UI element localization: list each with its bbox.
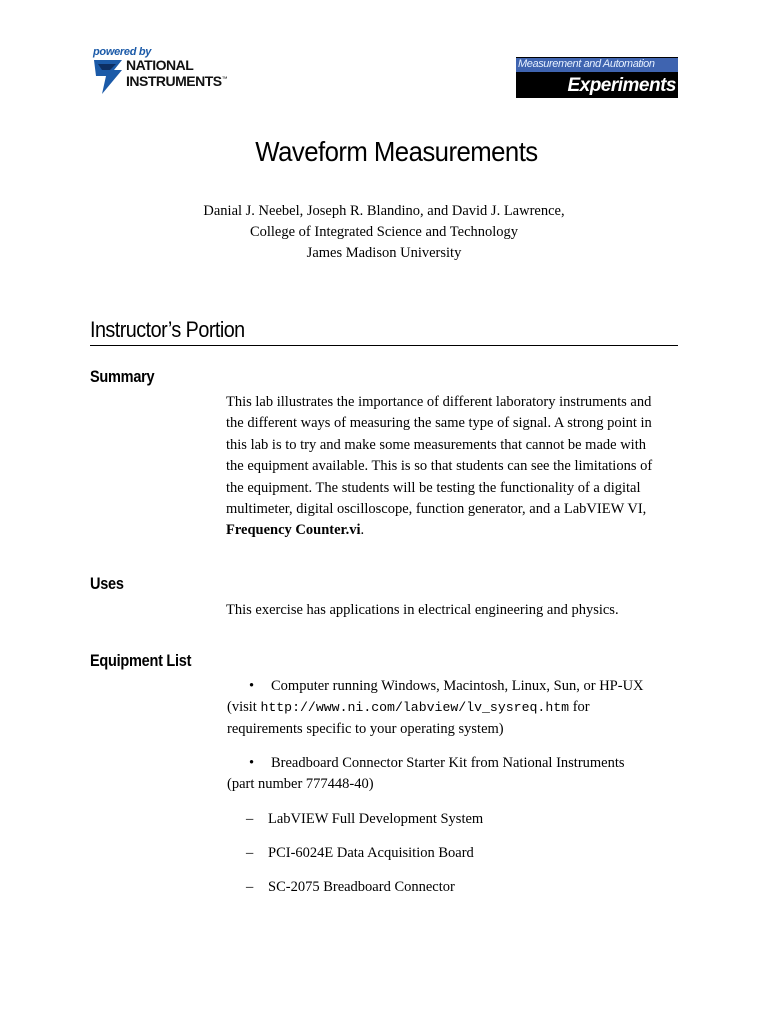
sysreq-link[interactable]: http://www.ni.com/labview/lv_sysreq.htm	[260, 700, 570, 716]
ni-logo-line2	[126, 73, 227, 89]
equipment-item-labview	[246, 809, 484, 830]
summary-heading: Summary	[90, 368, 155, 386]
list-item-suffix: for	[572, 699, 590, 716]
list-item-text: Breadboard Connector Starter Kit from National Instruments	[271, 755, 625, 771]
uses-heading: Uses	[90, 575, 124, 593]
dash-marker: –	[246, 845, 254, 861]
summary-line: This lab illustrates the importance of different laboratory instruments and	[226, 394, 652, 410]
list-item-line: (part number 777448-40)	[227, 776, 374, 793]
powered-by-text: powered by	[93, 46, 152, 58]
author-college: College of Integrated Science and Technology	[249, 224, 519, 240]
trademark-symbol: ™	[221, 76, 228, 83]
summary-line: the equipment available. This is so that students can see the limitations of	[226, 458, 653, 475]
equipment-item-daq-board	[246, 843, 474, 864]
national-instruments-logo	[92, 46, 242, 98]
section-title: Instructor’s Portion	[90, 317, 245, 342]
dash-marker: –	[246, 811, 254, 827]
list-item-text: SC-2075 Breadboard Connector	[268, 879, 455, 895]
summary-paragraph	[226, 392, 678, 542]
author-names: Danial J. Neebel, Joseph R. Blandino, and David J. Lawrence,	[203, 203, 565, 219]
author-university: James Madison University	[306, 245, 462, 261]
mae-logo-top-band	[516, 58, 678, 72]
list-item-line	[249, 753, 625, 774]
list-item-line	[249, 676, 644, 697]
list-item-text: Computer running Windows, Macintosh, Linux, Sun, or HP-UX	[271, 678, 644, 694]
document-title: Waveform Measurements	[255, 136, 538, 167]
vi-name: Frequency Counter.vi	[226, 522, 361, 539]
dash-marker: –	[246, 879, 254, 895]
ni-logo-line1: NATIONAL	[126, 57, 194, 73]
list-item-text: LabVIEW Full Development System	[268, 811, 484, 827]
equipment-item-computer	[227, 676, 644, 740]
mae-logo-bottom-band	[516, 72, 678, 98]
section-divider	[90, 345, 678, 346]
list-item-prefix: (visit	[227, 699, 261, 716]
equipment-item-breadboard-kit	[227, 753, 625, 796]
ni-eagle-icon	[92, 56, 126, 96]
summary-line-last	[226, 520, 678, 541]
summary-line: the equipment. The students will be testing the functionality of a digital	[226, 479, 641, 496]
mae-logo-bottom-text: Experiments	[567, 75, 676, 96]
uses-paragraph: This exercise has applications in electrical engineering and physics.	[226, 602, 619, 618]
summary-line: the different ways of measuring the same type of signal. A strong point in	[226, 415, 652, 432]
vi-suffix: .	[360, 522, 365, 539]
measurement-automation-experiments-logo	[516, 57, 678, 98]
bullet-marker: •	[249, 678, 255, 694]
list-item-line	[227, 697, 644, 718]
bullet-marker: •	[249, 755, 255, 771]
ni-logo-line2-text: INSTRUMENTS	[126, 73, 222, 89]
mae-logo-top-text: Measurement and Automation	[518, 58, 655, 70]
summary-line: this lab is to try and make some measurements that cannot be made with	[226, 436, 646, 453]
list-item-line: requirements specific to your operating system)	[227, 720, 504, 737]
equipment-list-heading: Equipment List	[90, 652, 192, 670]
list-item-text: PCI-6024E Data Acquisition Board	[268, 845, 474, 861]
summary-line: multimeter, digital oscilloscope, function generator, and a LabVIEW VI,	[226, 501, 647, 518]
equipment-item-breadboard-connector	[246, 877, 455, 898]
